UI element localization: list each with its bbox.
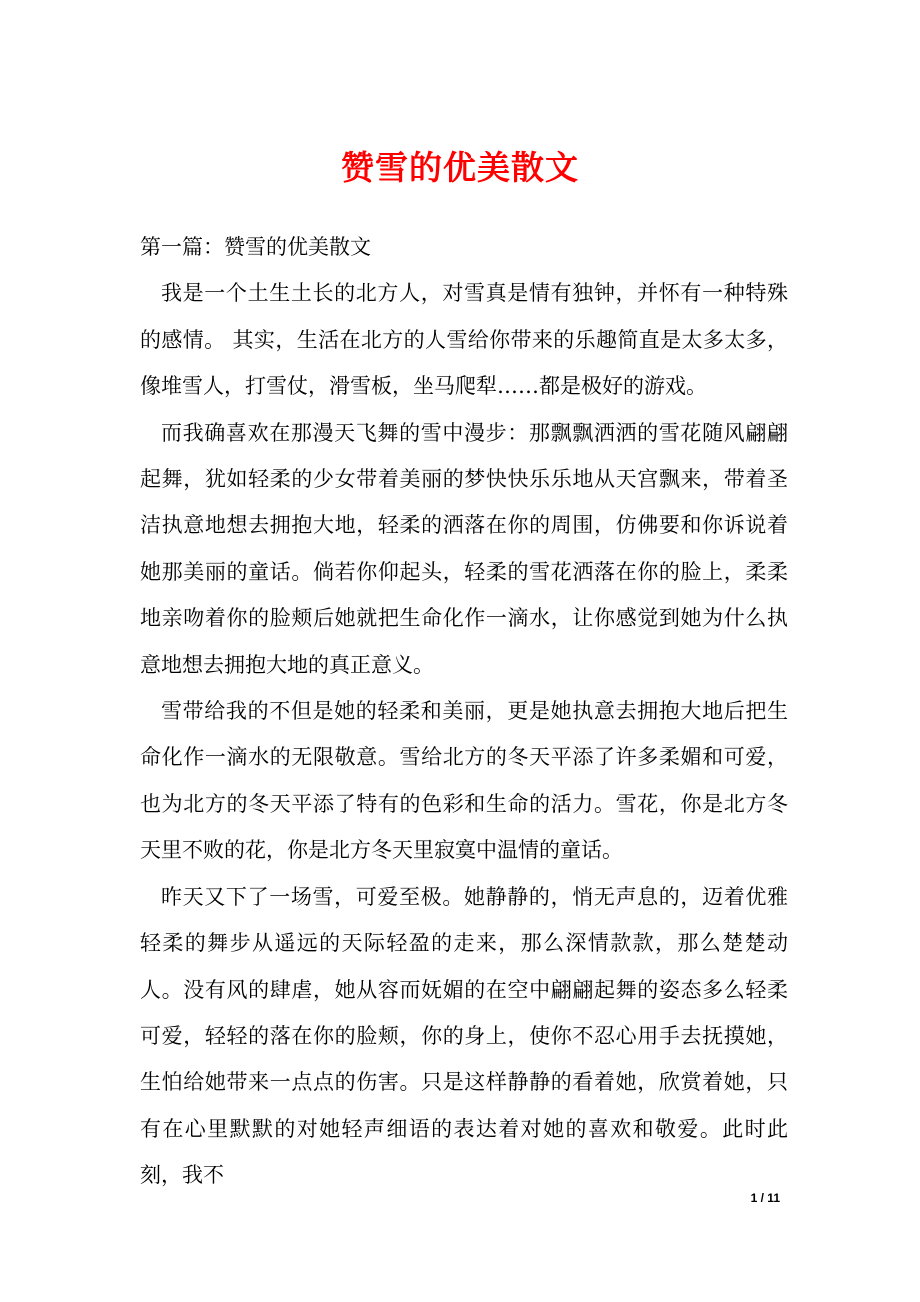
paragraph-3: 雪带给我的不但是她的轻柔和美丽，更是她执意去拥抱大地后把生命化作一滴水的无限敬意。雪给北方的冬天平添了许多柔媚和可爱，也为北方的冬天平添了特有的色彩和生命的活力。雪花，你是北方冬天里不败的花，你是北方冬天里寂寞中温情的童话。 — [140, 699, 788, 863]
document-title: 赞雪的优美散文 — [341, 148, 579, 187]
section-heading: 第一篇：赞雪的优美散文 — [140, 235, 371, 259]
document-body — [140, 224, 788, 1199]
page-number: 1 / 11 — [750, 1191, 780, 1205]
paragraph-2: 而我确喜欢在那漫天飞舞的雪中漫步：那飘飘洒洒的雪花随风翩翩起舞，犹如轻柔的少女带着美丽的梦快快乐乐地从天宫飘来，带着圣洁执意地想去拥抱大地，轻柔的洒落在你的周围，仿佛要和你诉说着她那美丽的童话。倘若你仰起头，轻柔的雪花洒落在你的脸上，柔柔地亲吻着你的脸颊后她就把生命化作一滴水，让你感觉到她为什么执意地想去拥抱大地的真正意义。 — [140, 420, 788, 677]
paragraph-4: 昨天又下了一场雪，可爱至极。她静静的，悄无声息的，迈着优雅轻柔的舞步从遥远的天际轻盈的走来，那么深情款款，那么楚楚动人。没有风的肆虐，她从容而妩媚的在空中翩翩起舞的姿态多么轻柔可爱，轻轻的落在你的脸颊，你的身上，使你不忍心用手去抚摸她，生怕给她带来一点点的伤害。只是这样静静的看着她，欣赏着她，只有在心里默默的对她轻声细语的表达着对她的喜欢和敬爱。此时此刻，我不 — [140, 884, 788, 1188]
paragraph-1: 我是一个土生土长的北方人，对雪真是情有独钟，并怀有一种特殊的感情。 其实，生活在北方的人雪给你带来的乐趣简直是太多太多，像堆雪人，打雪仗，滑雪板，坐马爬犁……都是极好的游戏。 — [140, 281, 788, 399]
